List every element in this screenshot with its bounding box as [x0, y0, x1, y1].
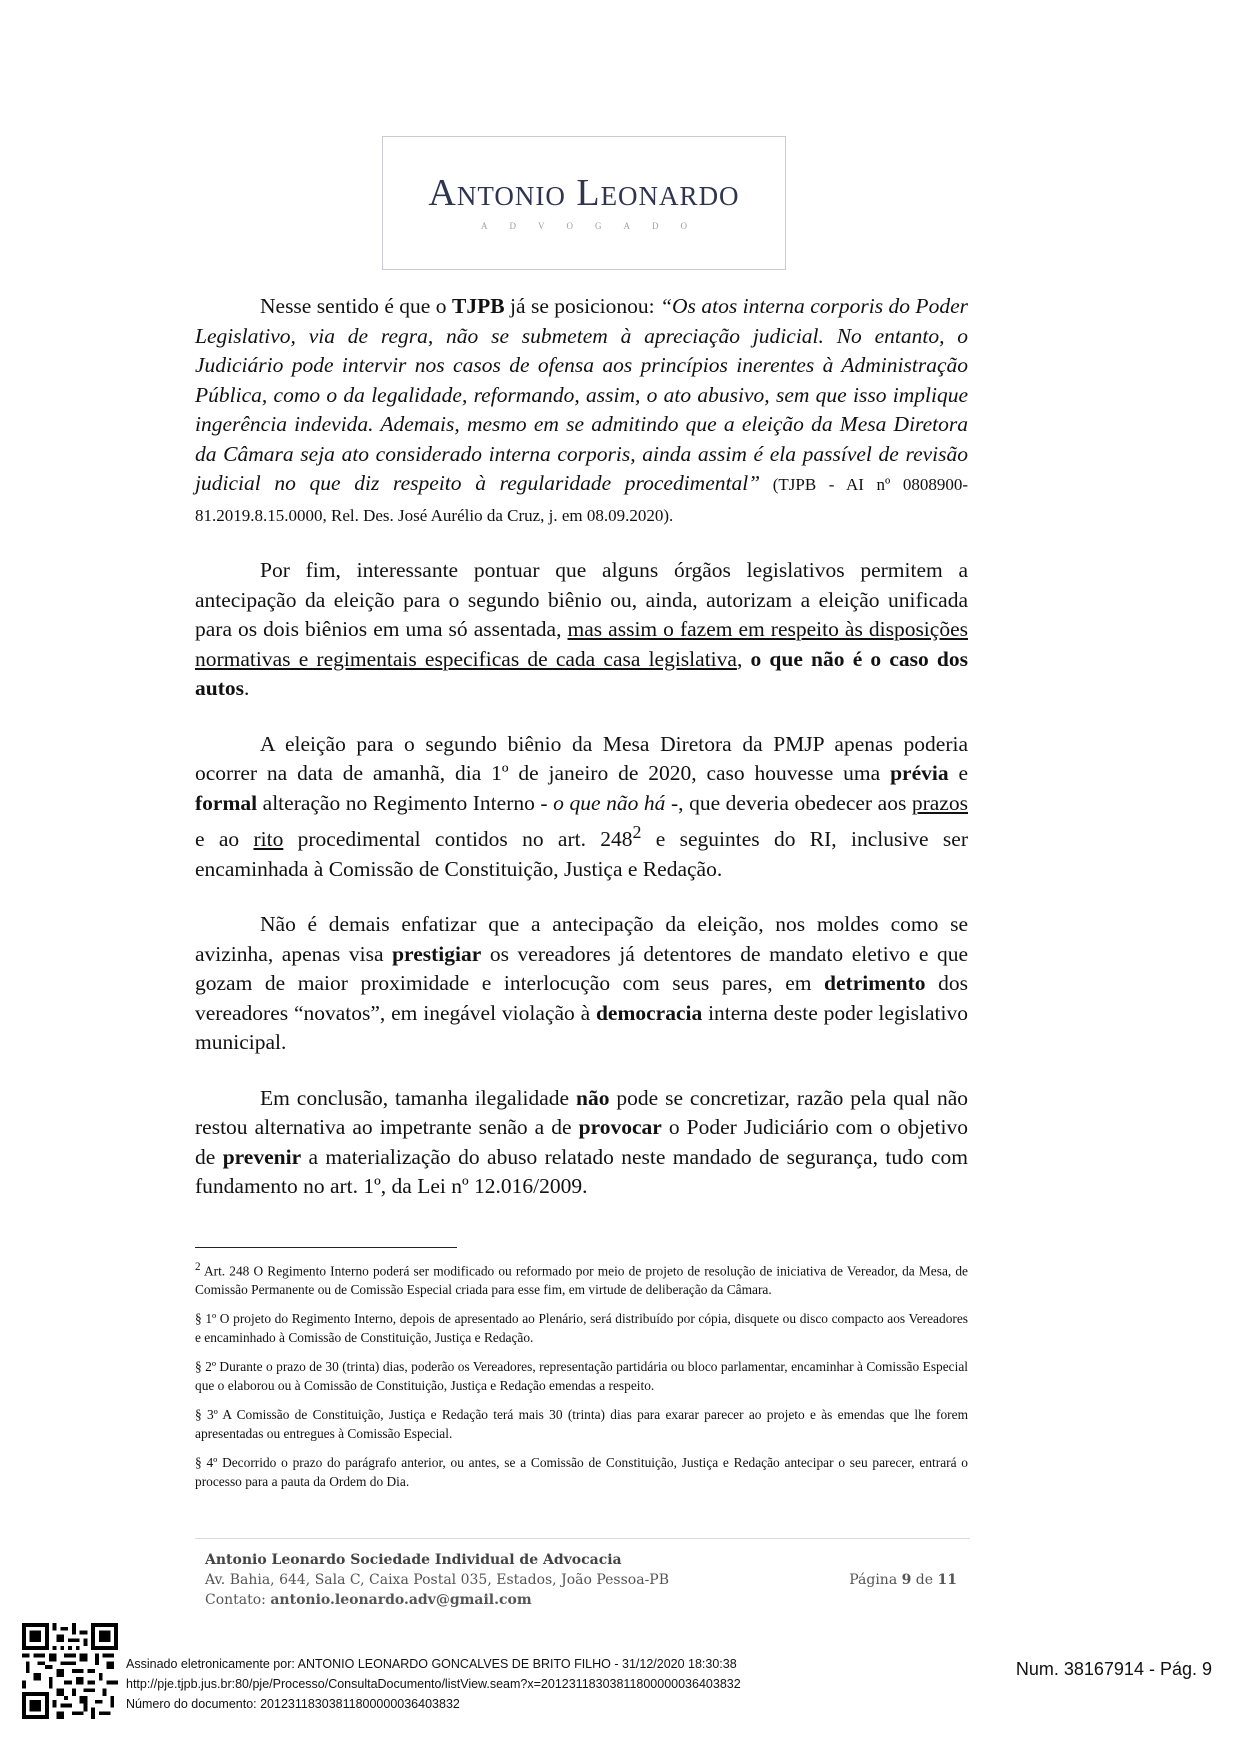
qr-code-icon — [22, 1623, 118, 1719]
electronic-signature — [126, 1654, 741, 1714]
signature-line: Assinado eletronicamente por: ANTONIO LEONARDO GONCALVES DE BRITO FILHO - 31/12/2020 18:30:38 — [126, 1657, 737, 1671]
footnote-reference: 2 — [632, 822, 642, 842]
document-body — [195, 292, 968, 1228]
page-number: Página 9 de 11 — [849, 1572, 957, 1588]
footnote-separator — [195, 1247, 457, 1248]
firm-contact: Contato: antonio.leonardo.adv@gmail.com — [205, 1592, 532, 1608]
footer-separator — [195, 1538, 970, 1539]
letterhead-logo — [382, 136, 786, 270]
logo-name: Antonio Leonardo — [428, 172, 740, 214]
footnotes — [195, 1258, 968, 1502]
case-law-quote: “Os atos interna corporis do Poder Legislativo, via de regra, não se submetem à apreciação judicial. No entanto, o Judiciário pode intervir nos casos de ofensa aos princípios inerentes à Administração Pública, como o da legalidade, reformando, assim, o ato abusivo, sem que isso implique ingerência indevida. Ademais, mesmo em se admitindo que a eleição da Mesa Diretora da Câmara seja ato considerado interna corporis, ainda assim é ela passível de revisão judicial no que diz respeito à regularidade procedimental” — [195, 294, 968, 495]
paragraph-conclusion: Em conclusão, tamanha ilegalidade não pode se concretizar, razão pela qual não restou alternativa ao impetrante senão a de provocar o Poder Judiciário com o objetivo de prevenir a materialização do abuso relatado neste mandado de segurança, tudo com fundamento no art. 1º, da Lei nº 12.016/2009. — [195, 1085, 969, 1199]
document-page-reference: Num. 38167914 - Pág. 9 — [1015, 1659, 1212, 1679]
paragraph-anticipation: Por fim, interessante pontuar que alguns órgãos legislativos permitem a antecipação da eleição para o segundo biênio ou, ainda, autorizam a eleição unificada para os dois biênios em uma só assentada, mas assim o fazem em respeito às disposições normativas e regimentais especificas de cada casa legislativa, o que não é o caso dos autos. — [195, 558, 968, 700]
page-footer — [205, 1550, 965, 1610]
document-url[interactable]: http://pje.tjpb.jus.br:80/pje/Processo/ConsultaDocumento/listView.seam?x=20123118303811800000036403832 — [126, 1677, 741, 1691]
footnote-paragraph-4: § 4º Decorrido o prazo do parágrafo anterior, ou antes, se a Comissão de Constituição, Justiça e Redação antecipar o seu parecer, entrará o processo para a pauta da Ordem do Dia. — [195, 1455, 968, 1489]
contact-email: antonio.leonardo.adv@gmail.com — [270, 1592, 532, 1608]
footnote-paragraph-3: § 3º A Comissão de Constituição, Justiça e Redação terá mais 30 (trinta) dias para exarar parecer ao projeto e às emendas que lhe forem apresentadas ou entregues à Comissão Especial. — [195, 1407, 968, 1441]
firm-address: Av. Bahia, 644, Sala C, Caixa Postal 035, Estados, João Pessoa-PB — [205, 1572, 670, 1588]
footnote-art-248: $^2$ Art. 248 O Regimento Interno poderá ser modificado ou reformado por meio de projeto de resolução de iniciativa de Vereador, da Mesa, de Comissão Permanente ou de Comissão Especial criada para esse fim, em virtude de deliberação da Câmara. — [195, 1261, 968, 1297]
case-citation: (TJPB - AI nº 0808900-81.2019.8.15.0000, Rel. Des. José Aurélio da Cruz, j. em 08.09.2020). — [195, 475, 968, 525]
firm-name: Antonio Leonardo Sociedade Individual de Advocacia — [205, 1552, 622, 1568]
footnote-paragraph-2: § 2º Durante o prazo de 30 (trinta) dias, poderão os Vereadores, representação partidária ou bloco parlamentar, encaminhar à Comissão Especial que o elaborou ou à Comissão de Constituição, Justiça e Redação emendas a respeito. — [195, 1359, 968, 1393]
footnote-paragraph-1: § 1º O projeto do Regimento Interno, depois de apresentado ao Plenário, será distribuído por cópia, disquete ou disco compacto aos Vereadores e encaminhado à Comissão de Constituição, Justiça e Redação. — [195, 1311, 968, 1345]
paragraph-tjpb-quote: Nesse sentido é que o TJPB já se posicionou: “Os atos interna corporis do Poder Legislativo, via de regra, não se submetem à apreciação judicial. No entanto, o Judiciário pode intervir nos casos de ofensa aos princípios inerentes à Administração Pública, como o da legalidade, reformando, assim, o ato abusivo, sem que isso implique ingerência indevida. Ademais, mesmo em se admitindo que a eleição da Mesa Diretora da Câmara seja ato considerado interna corporis, ainda assim é ela passível de revisão judicial no que diz respeito à regularidade procedimental” (TJPB - AI nº 0808900-81.2019.8.15.0000, Rel. Des. José Aurélio da Cruz, j. em 08.09.2020). — [195, 294, 968, 525]
paragraph-second-biennium: A eleição para o segundo biênio da Mesa Diretora da PMJP apenas poderia ocorrer na data de amanhã, dia 1º de janeiro de 2020, caso houvesse uma prévia e formal alteração no Regimento Interno - o que não há -, que deveria obedecer aos prazos e ao rito procedimental contidos no art. $248^2$ e seguintes do RI, inclusive ser encaminhada à Comissão de Constituição, Justiça e Redação. — [195, 731, 968, 881]
logo-subtitle: ADVOGADO — [481, 221, 709, 231]
document-number: Número do documento: 20123118303811800000036403832 — [126, 1697, 460, 1711]
paragraph-democracy: Não é demais enfatizar que a antecipação da eleição, nos moldes como se avizinha, apenas visa prestigiar os vereadores já detentores de mandato eletivo e que gozam de maior proximidade e interlocução com seus pares, em detrimento dos vereadores “novatos”, em inegável violação à democracia interna deste poder legislativo municipal. — [195, 912, 968, 1055]
